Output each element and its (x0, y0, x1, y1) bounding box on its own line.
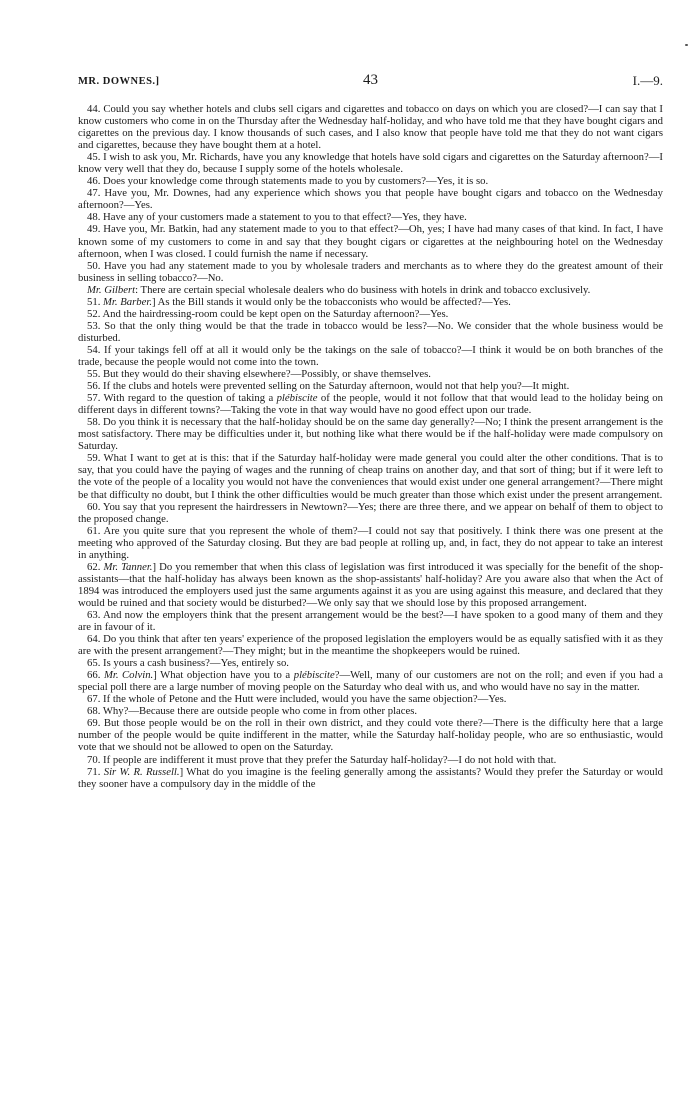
evidence-paragraph: 69. But those people would be on the roll in their own district, and they could vote there?—There is the difficulty here that a large number of the people would be quite indifferent in the matter, while the Saturday half-holiday people, who are so enthusiastic, would vote that we should not be allowed to open on the Saturday. (78, 717, 663, 754)
evidence-paragraph: 67. If the whole of Petone and the Hutt were included, would you have the same objection?—Yes. (87, 693, 507, 706)
evidence-paragraph: 55. But they would do their shaving elsewhere?—Possibly, or shave themselves. (87, 368, 431, 381)
page-header (78, 72, 663, 92)
evidence-paragraph: 44. Could you say whether hotels and clubs sell cigars and cigarettes and tobacco on days on which you are closed?—I can say that I know customers who come in on the Thursday after the Wednesday half-holiday, and who have told me that they have bought cigars and cigarettes on the previous day. I know thousands of such cases, and I also know that people have told me that they do not want cigars and cigarettes, because they have bought them at a hotel. (78, 103, 663, 152)
evidence-paragraph: 51. Mr. Barber.] As the Bill stands it would only be the tobacconists who would be affected?—Yes. (87, 295, 511, 308)
witness-name: MR. DOWNES.] (78, 76, 160, 87)
evidence-paragraph: 61. Are you quite sure that you represent the whole of them?—I could not say that positively. I think there was one present at the meeting who approved of the Saturday closing. But they are bad people at rolling up, and, in fact, they do not appear to take an interest in anything. (78, 524, 663, 561)
page-number: 43 (363, 72, 378, 88)
evidence-paragraph: 45. I wish to ask you, Mr. Richards, have you any knowledge that hotels have sold cigars and cigarettes on the Saturday afternoon?—I know very well that they do, because I supply some of the hotels wholesale. (78, 151, 663, 176)
page-speck (685, 44, 688, 46)
evidence-paragraph: 54. If your takings fell off at all it would only be the takings on the sale of tobacco?—I think it would be on both branches of the trade, because the people would not come into the town. (78, 343, 663, 368)
document-reference: I.—9. (632, 73, 663, 88)
evidence-paragraph: 53. So that the only thing would be that the trade in tobacco would be less?—No. We consider that the whole business would be disturbed. (78, 319, 663, 344)
evidence-paragraph: 71. Sir W. R. Russell.] What do you imagine is the feeling generally among the assistants? Would they prefer the Saturday or would they sooner have a compulsory day in the middle of the (78, 765, 664, 790)
evidence-paragraph: 47. Have you, Mr. Downes, had any experience which shows you that people have bought cigars and tobacco on the Wednesday afternoon?—Yes. (78, 187, 663, 212)
evidence-paragraph: 57. With regard to the question of taking a plébiscite of the people, would it not follow that that would lead to the holiday being on different days in different towns?—Taking the vote in that way would have no good effect upon our trade. (78, 392, 663, 417)
evidence-paragraph: 62. Mr. Tanner.] Do you remember that when this class of legislation was first introduced it was specially for the benefit of the shop-assistants—that the half-holiday has always been known as the shop-assistants' half-holiday? Are you aware also that when the Act of 1894 was introduced the employers used just the same arguments against it as you are using against this measure, and declared that they would be ruined and that society would be disturbed?—We only say that we should lose by this proposed arrangement. (78, 560, 663, 609)
evidence-paragraph: 48. Have any of your customers made a statement to you to that effect?—Yes, they have. (87, 211, 467, 224)
evidence-paragraph: 46. Does your knowledge come through statements made to you by customers?—Yes, it is so. (87, 175, 489, 188)
evidence-paragraph: 52. And the hairdressing-room could be kept open on the Saturday afternoon?—Yes. (87, 307, 449, 320)
evidence-paragraph: 50. Have you had any statement made to you by wholesale traders and merchants as to where they do the greatest amount of their business in selling tobacco?—No. (78, 259, 663, 284)
evidence-paragraph: 65. Is yours a cash business?—Yes, entirely so. (87, 657, 289, 670)
evidence-paragraph: Mr. Gilbert: There are certain special wholesale dealers who do business with hotels in drink and tobacco exclusively. (87, 283, 591, 296)
evidence-paragraph: 58. Do you think it is necessary that the half-holiday should be on the same day generally?—No; I think the present arrangement is the most satisfactory. There may be difficulties under it, but nothing like what there would be if the half-holiday were made compulsory on Saturday. (78, 416, 663, 453)
evidence-paragraph: 60. You say that you represent the hairdressers in Newtown?—Yes; there are three there, and we appear on behalf of them to object to the proposed change. (78, 500, 663, 525)
evidence-paragraph: 66. Mr. Colvin.] What objection have you to a plébiscite?—Well, many of our customers are not on the roll; and even if you had a special poll there are a large number of moving people on the Saturday who deal with us, and who would have no say in the matter. (78, 669, 664, 694)
evidence-paragraph: 70. If people are indifferent it must prove that they prefer the Saturday half-holiday?—I do not hold with that. (87, 753, 557, 766)
evidence-paragraph: 64. Do you think that after ten years' experience of the proposed legislation the employers would be as equally satisfied with it as they are with the present arrangement?—They might; but in the meantime the shopkeepers would be ruined. (78, 633, 663, 658)
evidence-paragraph: 49. Have you, Mr. Batkin, had any statement made to you to that effect?—Oh, yes; I have had many cases of that kind. In fact, I have known some of my customers to come in and say that they bought cigars or cigarettes at the neighbouring hotel on the Wednesday afternoon, when I was closed. I could furnish the name if necessary. (78, 223, 663, 260)
evidence-paragraph: 59. What I want to get at is this: that if the Saturday half-holiday were made general you could alter the other conditions. That is to say, that you could have the paying of wages and the running of cheap trains on another day, and that sort of thing; but if it were left to the vote of the people of a locality you would not have the conveniences that would exist under one general arrangement?—There might be that difficulty no doubt, but I think the other difficulties would be much greater than those which exist under the present arrangement. (78, 452, 663, 501)
evidence-body (78, 103, 663, 790)
document-page (78, 72, 663, 790)
evidence-paragraph: 68. Why?—Because there are outside people who come in from other places. (87, 705, 418, 718)
evidence-paragraph: 63. And now the employers think that the present arrangement would be the best?—I have spoken to a good many of them and they are in favour of it. (78, 608, 663, 634)
evidence-paragraph: 56. If the clubs and hotels were prevented selling on the Saturday afternoon, would not that help you?—It might. (87, 380, 570, 393)
